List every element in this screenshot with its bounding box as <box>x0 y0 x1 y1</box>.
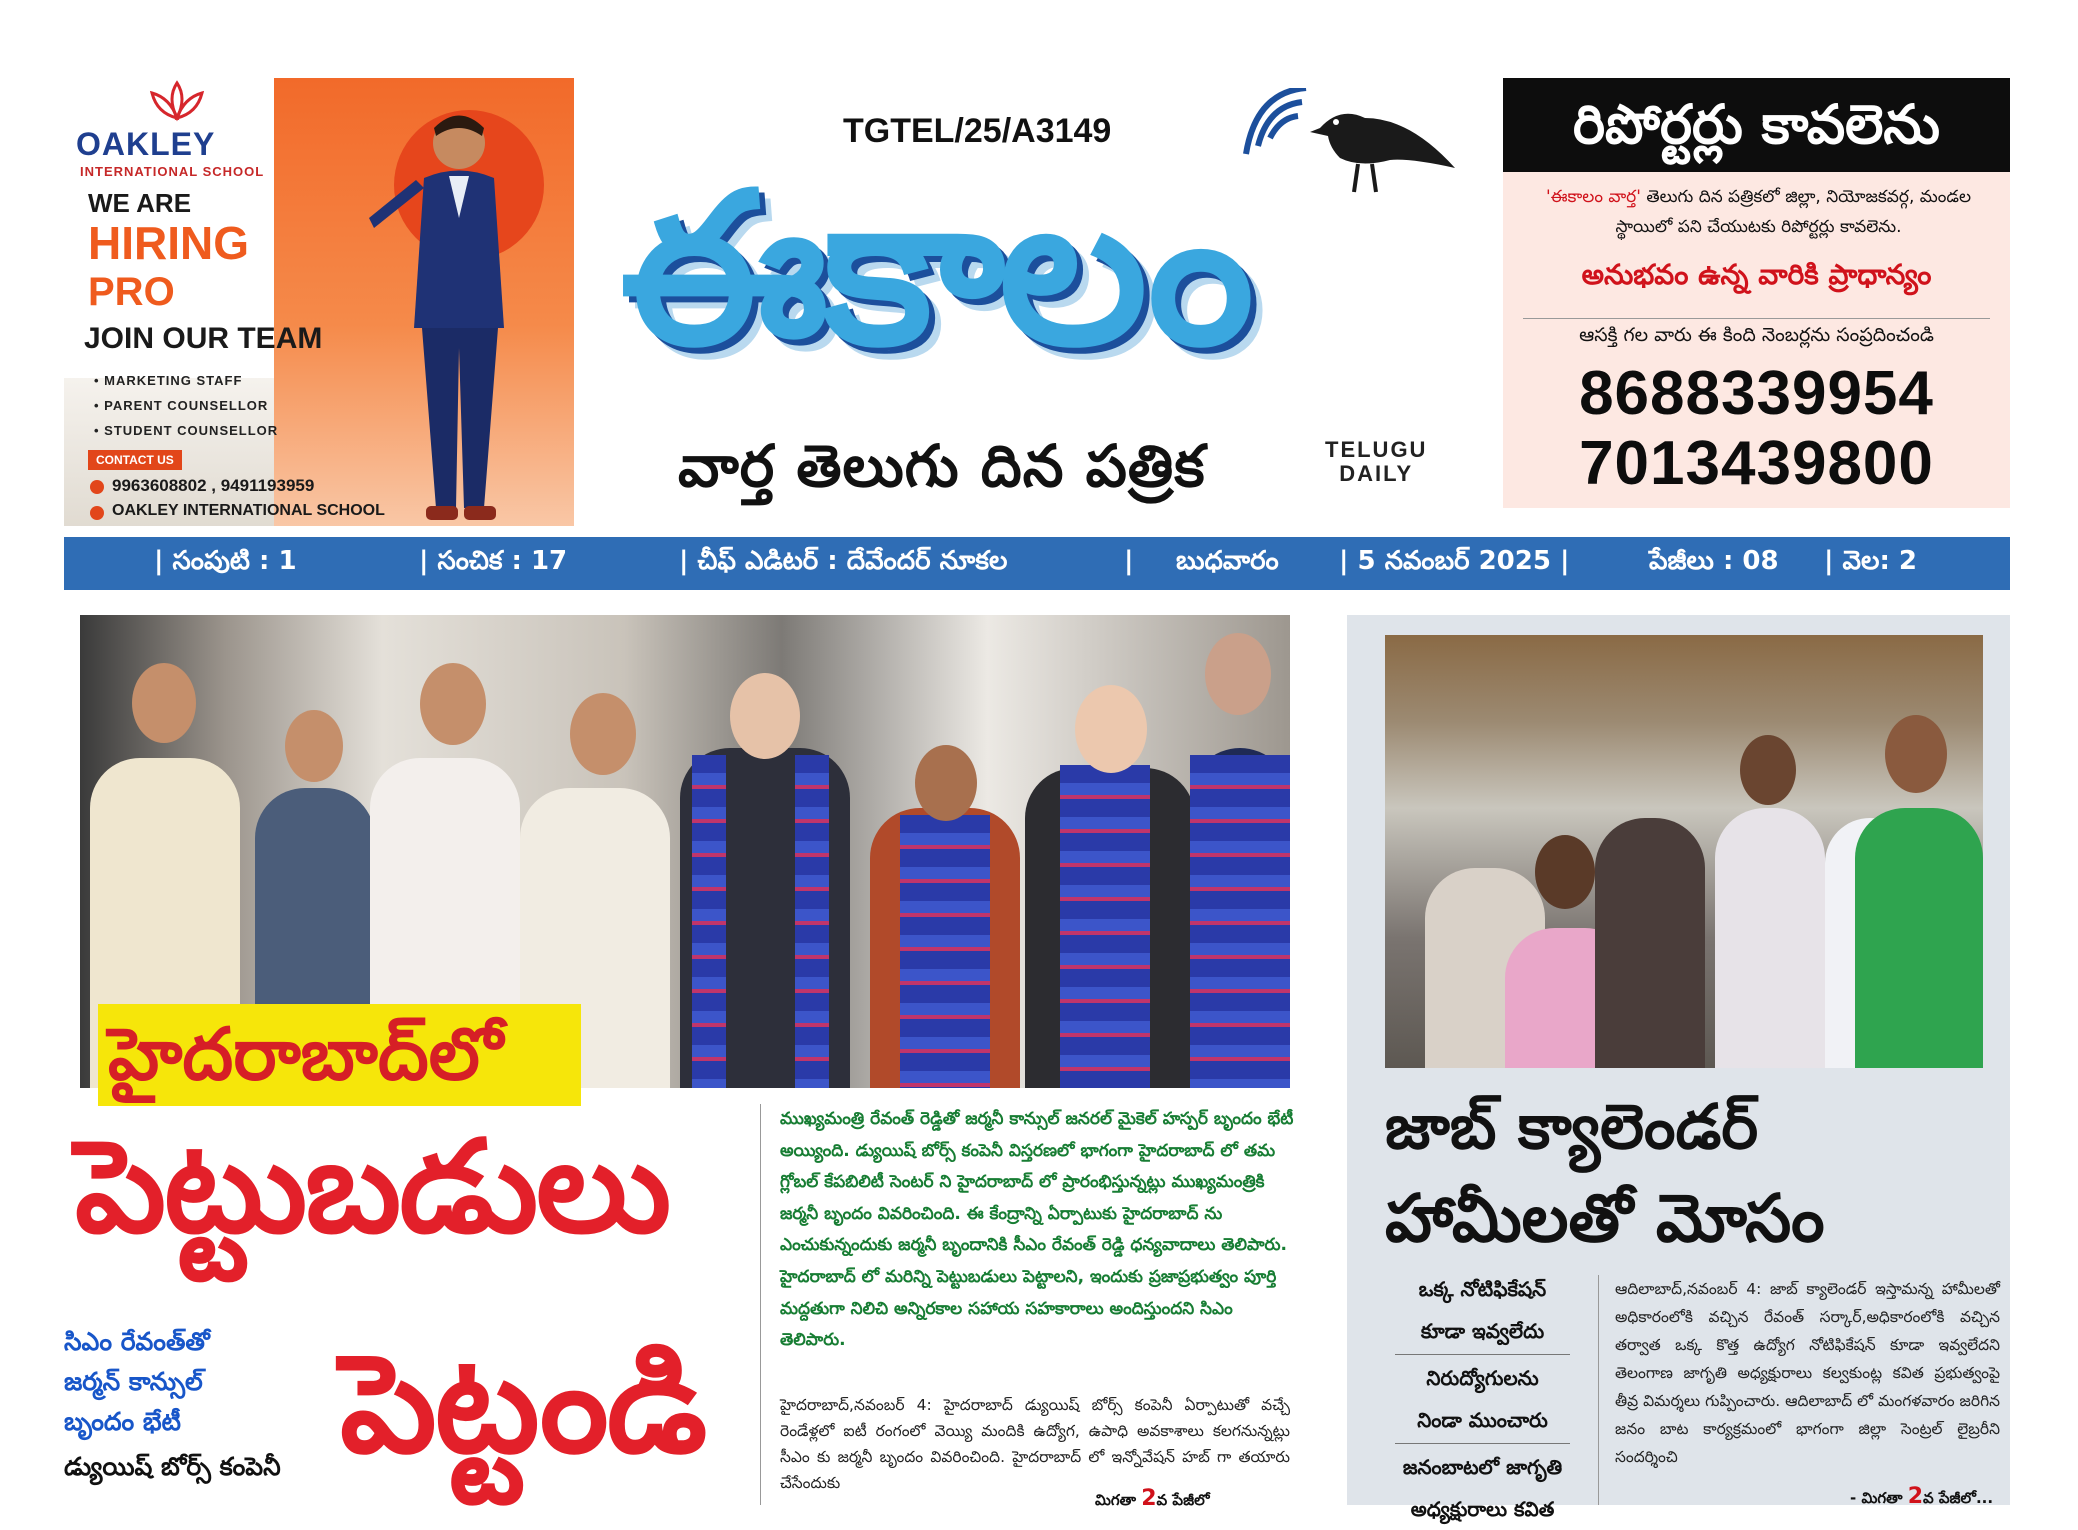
lotus-logo-icon <box>142 78 212 128</box>
newspaper-logo: ఈకాలం <box>620 147 1249 392</box>
weekday-info: బుధవారం <box>1176 546 1279 576</box>
main-story-kicker: హైదరాబాద్‌లో <box>108 1012 503 1096</box>
contact-us-tag: CONTACT US <box>88 450 182 470</box>
column-divider <box>1598 1275 1599 1505</box>
person-head <box>420 663 486 745</box>
subheadline-line: జర్మన్ కాన్సుల్ <box>64 1367 203 1396</box>
daily-label: DAILY <box>1339 461 1414 486</box>
person-head <box>132 663 196 743</box>
separator: | <box>1124 546 1134 576</box>
right-headline-line1: జాబ్ క్యాలెండర్ <box>1385 1090 1759 1163</box>
scarf <box>900 815 990 1088</box>
school-brand-name: OAKLEY <box>76 126 216 162</box>
scarf <box>692 755 726 1088</box>
person-head <box>1205 633 1271 715</box>
newspaper-tagline: వార్త తెలుగు దిన పత్రిక <box>678 432 1206 500</box>
experience-preferred-text: అనుభవం ఉన్న వారికి ప్రాధాన్యం <box>1581 258 1932 291</box>
divider <box>1523 318 1990 319</box>
volume-info: | సంపుటి : 1 <box>154 546 297 576</box>
continued-on-page-note <box>1095 1486 1210 1513</box>
ad-phone-numbers: 9963608802 , 9491193959 <box>112 476 315 495</box>
location-pin-icon <box>90 506 104 520</box>
subheadline-line: నిరుద్యోగులను <box>1426 1366 1539 1390</box>
divider <box>1395 1354 1570 1355</box>
newspaper-masthead <box>600 80 1480 530</box>
price-info: | వెల: 2 <box>1824 546 1918 576</box>
description-text: తెలుగు దిన పత్రికలో జిల్లా, నియోజకవర్గ, మండల స్థాయిలో పని చేయుటకు రిపోర్టర్లు కావలెను. <box>1615 187 1972 237</box>
subheadline-line: ఒక్క నోటిఫికేషన్ <box>1418 1277 1547 1301</box>
right-story-photo <box>1385 635 1983 1068</box>
person <box>1595 818 1705 1068</box>
continued-suffix: వ పేజీలో <box>1156 1491 1210 1509</box>
phone-icon <box>90 480 104 494</box>
pro-text: PRO <box>88 270 175 314</box>
person-head <box>1885 715 1947 793</box>
school-brand-subtitle: INTERNATIONAL SCHOOL <box>80 164 265 179</box>
person-head <box>1740 735 1796 805</box>
contact-phone-1: 8688339954 <box>1579 359 1934 428</box>
join-team-text: JOIN OUR TEAM <box>84 322 323 355</box>
registration-number: TGTEL/25/A3149 <box>843 112 1112 150</box>
role-item: • STUDENT COUNSELLOR <box>94 423 279 438</box>
we-are-text: WE ARE <box>88 188 192 218</box>
column-divider <box>760 1104 761 1505</box>
job-roles-list <box>94 368 278 443</box>
continued-on-page-note <box>1850 1484 1993 1511</box>
editor-info: | చీఫ్ ఎడిటర్ : దేవేందర్ నూకల <box>679 546 1008 576</box>
continued-page-number: 2 <box>1141 1486 1157 1511</box>
pages-info: పేజీలు : 08 <box>1649 546 1779 576</box>
subheadline-line: కూడా ఇవ్వలేదు <box>1420 1319 1545 1343</box>
ad-school-address: OAKLEY INTERNATIONAL SCHOOL <box>112 502 385 519</box>
main-subheadline <box>64 1322 210 1442</box>
person-head <box>570 693 636 775</box>
main-secondary-subheadline: డ్యుయిష్ బోర్స్ కంపెనీ <box>64 1452 281 1481</box>
person-head <box>285 710 343 782</box>
person-head <box>1535 835 1595 909</box>
person-head <box>1075 685 1147 773</box>
person <box>1855 808 1983 1068</box>
reporters-wanted-description <box>1521 182 1996 242</box>
hiring-text: HIRING <box>88 217 249 269</box>
reporters-wanted-title: రిపోర్టర్లు కావలెను <box>1503 78 2010 172</box>
scarf <box>1190 755 1290 1088</box>
person-head <box>915 745 977 821</box>
issue-info: | సంచిక : 17 <box>419 546 568 576</box>
main-story-body: హైదరాబాద్,నవంబర్ 4: హైదరాబాద్ డ్యుయిష్ బోర్స్ కంపెనీ ఏర్పాటుతో వచ్చే రెండేళ్లలో ఐటీ రంగంలో వెయ్యి మందికి ఉద్యోగ, ఉపాధి అవకాశాలు కలగనున్నట్లు సీఎం కు జర్మనీ బృందం వివరించింది. హైదరాబాద్ లో ఇన్నోవేషన్ హబ్ గా తయారు చేసేందుకు <box>780 1396 1290 1492</box>
reporters-wanted-advertisement <box>1503 78 2010 508</box>
person-head <box>730 673 800 759</box>
telugu-daily-label <box>1325 438 1427 486</box>
subheadline-line: నిండా ముంచారు <box>1417 1408 1548 1432</box>
role-item: • MARKETING STAFF <box>94 373 243 388</box>
continued-prefix: మిగతా <box>1095 1491 1142 1509</box>
main-headline-line2: పెట్టండి <box>340 1326 706 1484</box>
subheadline-line: సిఎం రేవంత్‌తో <box>64 1327 210 1356</box>
role-item: • PARENT COUNSELLOR <box>94 398 269 413</box>
right-subheadlines <box>1385 1268 1580 1530</box>
continued-page-number: 2 <box>1907 1484 1923 1509</box>
contact-phone-2: 7013439800 <box>1579 429 1934 498</box>
hiring-advertisement <box>64 78 574 526</box>
contact-note: ఆసక్తి గల వారు ఈ కింది నెంబర్లను సంప్రదించండి <box>1579 324 1934 346</box>
continued-suffix: వ పేజీలో... <box>1923 1489 1994 1507</box>
crow-wifi-icon <box>1240 88 1460 198</box>
continued-prefix: - మిగతా <box>1850 1489 1908 1507</box>
scarf <box>1060 765 1150 1088</box>
date-info: | 5 నవంబర్ 2025 | <box>1339 546 1570 576</box>
businessman-image <box>364 98 544 526</box>
telugu-label: TELUGU <box>1325 437 1428 462</box>
subheadline-line: అధ్యక్షురాలు కవిత <box>1410 1497 1555 1521</box>
scarf <box>795 755 829 1088</box>
issue-info-bar <box>64 537 2010 590</box>
person <box>1715 808 1825 1068</box>
subheadline-line: బృందం భేటీ <box>64 1407 181 1436</box>
divider <box>1395 1443 1570 1444</box>
main-story-summary: ముఖ్యమంత్రి రేవంత్ రెడ్డితో జర్మనీ కాన్సుల్ జనరల్ మైకెల్ హస్పర్ బృందం భేటీ అయ్యింది. డ్యుయిష్ బోర్స్ కంపెనీ విస్తరణలో భాగంగా హైదరాబాద్ లో తమ గ్లోబల్ కేపబిలిటీ సెంటర్ ని హైదరాబాద్ లో ప్రారంభిస్తున్నట్లు ముఖ్యమంత్రికి జర్మనీ బృందం వివరించింది. ఈ కేంద్రాన్ని ఏర్పాటుకు హైదరాబాద్ ను ఎంచుకున్నందుకు జర్మనీ బృందానికి సీఎం రేవంత్ రెడ్డి ధన్యవాదాలు తెలిపారు. హైదరాబాద్ లో మరిన్ని పెట్టుబడులు పెట్టాలని, ఇందుకు ప్రజాప్రభుత్వం పూర్తి మద్దతుగా నిలిచి అన్నిరకాల సహాయ సహకారాలు అందిస్తుందని సిఎం తెలిపారు. <box>780 1109 1294 1351</box>
right-story-body: ఆదిలాబాద్,నవంబర్ 4: జాబ్ క్యాలెండర్ ఇస్తామన్న హామీలతో అధికారంలోకి వచ్చిన రేవంత్ సర్కార్,అధికారంలోకి వచ్చిన తర్వాత ఒక్క కొత్త ఉద్యోగ నోటిఫికేషన్ కూడా ఇవ్వలేదని తెలంగాణ జాగృతి అధ్యక్షురాలు కల్వకుంట్ల కవిత ప్రభుత్వంపై తీవ్ర విమర్శలు గుప్పించారు. ఆదిలాబాద్ లో మంగళవారం జరిగిన జనం బాట కార్యక్రమంలో భాగంగా జిల్లా సెంట్రల్ లైబ్రరీని సందర్శించి <box>1615 1280 2000 1466</box>
right-headline-line2: హామీలతో మోసం <box>1385 1180 1825 1257</box>
subheadline-line: జనంబాటలో జాగృతి <box>1402 1455 1563 1479</box>
main-headline-line1: పెట్టుబడులు <box>75 1113 670 1262</box>
newspaper-name-inline: 'ఈకాలం వార్త' <box>1545 187 1641 207</box>
